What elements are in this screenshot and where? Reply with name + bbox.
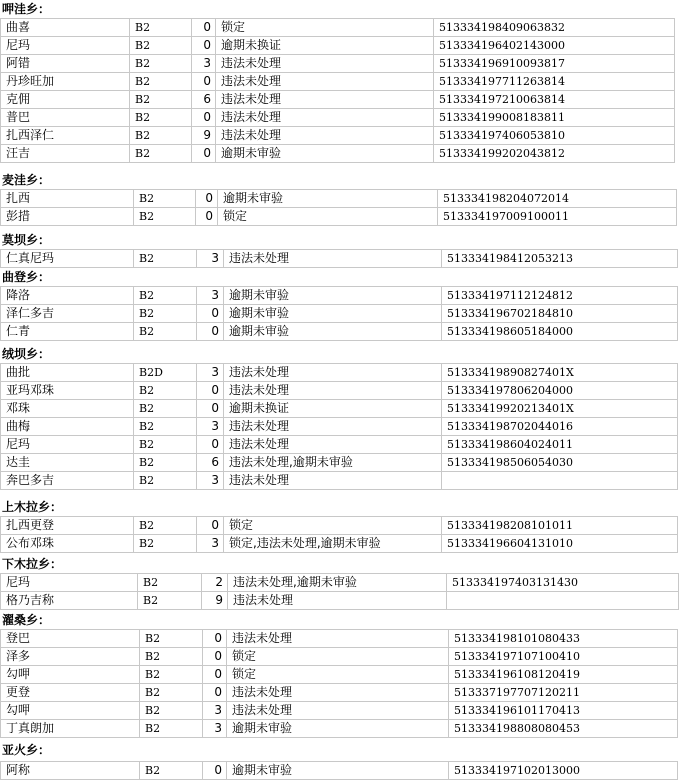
table-row — [1, 418, 678, 436]
id-number-cell: 513334198208101011 — [442, 517, 678, 535]
table-row — [1, 109, 675, 127]
name-cell: 降洛 — [1, 287, 134, 305]
license-class-cell: B2 — [134, 190, 196, 208]
score-cell: 6 — [197, 454, 224, 472]
score-cell: 3 — [197, 287, 224, 305]
record-table — [0, 573, 679, 610]
id-number-cell — [447, 592, 679, 610]
id-number-cell: 513334197102013000 — [449, 762, 678, 780]
license-class-cell: B2 — [134, 535, 197, 553]
table-row — [1, 305, 678, 323]
score-cell: 0 — [192, 19, 216, 37]
id-number-cell: 513334198604024011 — [442, 436, 678, 454]
license-class-cell: B2 — [140, 630, 203, 648]
id-number-cell: 513334197210063814 — [434, 91, 675, 109]
score-cell: 9 — [202, 592, 228, 610]
score-cell: 3 — [192, 55, 216, 73]
license-class-cell: B2 — [130, 19, 192, 37]
score-cell: 3 — [197, 535, 224, 553]
status-cell: 锁定 — [224, 517, 442, 535]
status-cell: 违法未处理 — [224, 436, 442, 454]
status-cell: 违法未处理 — [224, 250, 442, 268]
score-cell: 3 — [203, 720, 227, 738]
status-cell: 违法未处理 — [224, 472, 442, 490]
table-row — [1, 648, 678, 666]
table-row — [1, 37, 675, 55]
table-row — [1, 127, 675, 145]
status-cell: 锁定 — [218, 208, 438, 226]
status-cell: 违法未处理,逾期未审验 — [228, 574, 447, 592]
id-number-cell: 513334196101170413 — [449, 702, 678, 720]
name-cell: 尼玛 — [1, 574, 138, 592]
record-table — [0, 516, 678, 553]
id-number-cell: 513334197009100011 — [438, 208, 677, 226]
name-cell: 克佣 — [1, 91, 130, 109]
name-cell: 尼玛 — [1, 37, 130, 55]
license-class-cell: B2 — [134, 287, 197, 305]
name-cell: 达圭 — [1, 454, 134, 472]
table-row — [1, 702, 678, 720]
license-class-cell: B2 — [134, 418, 197, 436]
table-row — [1, 684, 678, 702]
id-number-cell: 513334197112124812 — [442, 287, 678, 305]
name-cell: 扎西泽仁 — [1, 127, 130, 145]
score-cell: 0 — [203, 648, 227, 666]
status-cell: 违法未处理 — [224, 364, 442, 382]
table-row — [1, 19, 675, 37]
status-cell: 锁定 — [227, 648, 449, 666]
table-row — [1, 517, 678, 535]
name-cell: 登巴 — [1, 630, 140, 648]
score-cell: 0 — [192, 109, 216, 127]
id-number-cell: 513334198808080453 — [449, 720, 678, 738]
status-cell: 违法未处理 — [224, 418, 442, 436]
name-cell: 汪吉 — [1, 145, 130, 163]
id-number-cell: 513334198506054030 — [442, 454, 678, 472]
table-row — [1, 720, 678, 738]
record-table — [0, 189, 677, 226]
license-class-cell: B2 — [140, 666, 203, 684]
table-row — [1, 145, 675, 163]
id-number-cell: 513334197406053810 — [434, 127, 675, 145]
name-cell: 阿称 — [1, 762, 140, 780]
name-cell: 公布邓珠 — [1, 535, 134, 553]
name-cell: 勾呷 — [1, 666, 140, 684]
score-cell: 0 — [203, 630, 227, 648]
score-cell: 9 — [192, 127, 216, 145]
status-cell: 逾期未审验 — [224, 305, 442, 323]
name-cell: 仁真尼玛 — [1, 250, 134, 268]
id-number-cell: 513334196702184810 — [442, 305, 678, 323]
score-cell: 3 — [197, 472, 224, 490]
name-cell: 曲批 — [1, 364, 134, 382]
table-row — [1, 666, 678, 684]
id-number-cell: 513334198702044016 — [442, 418, 678, 436]
status-cell: 违法未处理 — [216, 55, 434, 73]
score-cell: 0 — [197, 382, 224, 400]
status-cell: 逾期未审验 — [227, 720, 449, 738]
license-class-cell: B2 — [134, 454, 197, 472]
status-cell: 违法未处理 — [227, 684, 449, 702]
record-table — [0, 363, 678, 490]
score-cell: 0 — [196, 190, 218, 208]
status-cell: 逾期未审验 — [216, 145, 434, 163]
name-cell: 勾呷 — [1, 702, 140, 720]
township-heading: 呷洼乡： — [2, 2, 51, 16]
table-row — [1, 55, 675, 73]
township-heading: 亚火乡： — [2, 743, 51, 757]
table-row — [1, 535, 678, 553]
table-row — [1, 73, 675, 91]
table-row — [1, 762, 678, 780]
license-class-cell: B2 — [134, 323, 197, 341]
score-cell: 0 — [197, 436, 224, 454]
score-cell: 0 — [192, 37, 216, 55]
status-cell: 逾期未审验 — [227, 762, 449, 780]
score-cell: 0 — [197, 400, 224, 418]
township-heading: 莫坝乡： — [2, 233, 51, 247]
license-class-cell: B2 — [134, 382, 197, 400]
name-cell: 曲梅 — [1, 418, 134, 436]
township-heading: 绒坝乡： — [2, 347, 51, 361]
table-row — [1, 250, 678, 268]
township-heading: 麦洼乡： — [2, 173, 51, 187]
id-number-cell: 513334199008183811 — [434, 109, 675, 127]
table-row — [1, 436, 678, 454]
table-row — [1, 400, 678, 418]
score-cell: 3 — [197, 418, 224, 436]
name-cell: 丁真朗加 — [1, 720, 140, 738]
license-class-cell: B2 — [134, 208, 196, 226]
score-cell: 0 — [203, 684, 227, 702]
table-row — [1, 364, 678, 382]
record-table — [0, 286, 678, 341]
id-number-cell: 51333419920213401X — [442, 400, 678, 418]
license-class-cell: B2 — [134, 517, 197, 535]
status-cell: 锁定 — [227, 666, 449, 684]
id-number-cell: 513334198412053213 — [442, 250, 678, 268]
status-cell: 逾期未审验 — [224, 323, 442, 341]
record-table — [0, 249, 678, 268]
status-cell: 逾期未换证 — [216, 37, 434, 55]
status-cell: 违法未处理 — [228, 592, 447, 610]
score-cell: 0 — [192, 73, 216, 91]
license-class-cell: B2 — [140, 762, 203, 780]
township-heading: 濯桑乡： — [2, 613, 51, 627]
table-row — [1, 592, 679, 610]
license-class-cell: B2 — [130, 91, 192, 109]
license-class-cell: B2 — [130, 55, 192, 73]
name-cell: 曲喜 — [1, 19, 130, 37]
license-class-cell: B2 — [134, 472, 197, 490]
record-table — [0, 629, 678, 738]
table-row — [1, 454, 678, 472]
township-heading: 曲登乡： — [2, 270, 51, 284]
score-cell: 0 — [192, 145, 216, 163]
status-cell: 逾期未审验 — [224, 287, 442, 305]
name-cell: 仁青 — [1, 323, 134, 341]
license-class-cell: B2 — [134, 305, 197, 323]
table-row — [1, 190, 677, 208]
license-class-cell: B2 — [140, 702, 203, 720]
name-cell: 亚玛邓珠 — [1, 382, 134, 400]
record-table — [0, 761, 678, 780]
score-cell: 0 — [197, 517, 224, 535]
status-cell: 锁定 — [216, 19, 434, 37]
status-cell: 逾期未换证 — [224, 400, 442, 418]
table-row — [1, 472, 678, 490]
score-cell: 0 — [197, 323, 224, 341]
name-cell: 扎西更登 — [1, 517, 134, 535]
id-number-cell: 513334199202043812 — [434, 145, 675, 163]
name-cell: 阿错 — [1, 55, 130, 73]
license-class-cell: B2 — [130, 73, 192, 91]
id-number-cell: 513334197806204000 — [442, 382, 678, 400]
score-cell: 3 — [203, 702, 227, 720]
table-row — [1, 287, 678, 305]
score-cell: 3 — [197, 364, 224, 382]
name-cell: 尼玛 — [1, 436, 134, 454]
id-number-cell: 51333419890827401X — [442, 364, 678, 382]
score-cell: 2 — [202, 574, 228, 592]
name-cell: 普巴 — [1, 109, 130, 127]
license-class-cell: B2 — [134, 400, 197, 418]
status-cell: 违法未处理 — [216, 109, 434, 127]
status-cell: 违法未处理 — [216, 73, 434, 91]
license-class-cell: B2 — [130, 127, 192, 145]
status-cell: 逾期未审验 — [218, 190, 438, 208]
township-heading: 下木拉乡： — [2, 557, 63, 571]
table-row — [1, 323, 678, 341]
id-number-cell: 513334197403131430 — [447, 574, 679, 592]
name-cell: 邓珠 — [1, 400, 134, 418]
status-cell: 违法未处理 — [216, 127, 434, 145]
name-cell: 彭措 — [1, 208, 134, 226]
license-class-cell: B2 — [140, 684, 203, 702]
status-cell: 违法未处理 — [224, 382, 442, 400]
status-cell: 违法未处理 — [216, 91, 434, 109]
score-cell: 0 — [203, 762, 227, 780]
id-number-cell: 513337197707120211 — [449, 684, 678, 702]
id-number-cell: 513334198605184000 — [442, 323, 678, 341]
name-cell: 扎西 — [1, 190, 134, 208]
id-number-cell: 513334198204072014 — [438, 190, 677, 208]
id-number-cell: 513334197711263814 — [434, 73, 675, 91]
license-class-cell: B2 — [130, 109, 192, 127]
id-number-cell — [442, 472, 678, 490]
table-row — [1, 382, 678, 400]
table-row — [1, 630, 678, 648]
license-class-cell: B2 — [134, 250, 197, 268]
name-cell: 格乃吉称 — [1, 592, 138, 610]
name-cell: 泽仁多吉 — [1, 305, 134, 323]
score-cell: 6 — [192, 91, 216, 109]
id-number-cell: 513334197107100410 — [449, 648, 678, 666]
id-number-cell: 513334196402143000 — [434, 37, 675, 55]
name-cell: 泽多 — [1, 648, 140, 666]
score-cell: 3 — [197, 250, 224, 268]
score-cell: 0 — [196, 208, 218, 226]
township-heading: 上木拉乡： — [2, 500, 63, 514]
status-cell: 违法未处理 — [227, 702, 449, 720]
license-class-cell: B2 — [130, 145, 192, 163]
license-class-cell: B2 — [138, 574, 202, 592]
license-class-cell: B2 — [140, 648, 203, 666]
table-row — [1, 208, 677, 226]
license-class-cell: B2 — [138, 592, 202, 610]
id-number-cell: 513334196108120419 — [449, 666, 678, 684]
id-number-cell: 513334198409063832 — [434, 19, 675, 37]
record-table — [0, 18, 675, 163]
name-cell: 奔巴多吉 — [1, 472, 134, 490]
license-class-cell: B2 — [134, 436, 197, 454]
status-cell: 违法未处理,逾期未审验 — [224, 454, 442, 472]
id-number-cell: 513334198101080433 — [449, 630, 678, 648]
score-cell: 0 — [197, 305, 224, 323]
id-number-cell: 513334196910093817 — [434, 55, 675, 73]
license-class-cell: B2D — [134, 364, 197, 382]
score-cell: 0 — [203, 666, 227, 684]
table-row — [1, 574, 679, 592]
license-class-cell: B2 — [140, 720, 203, 738]
table-row — [1, 91, 675, 109]
id-number-cell: 513334196604131010 — [442, 535, 678, 553]
name-cell: 丹珍旺加 — [1, 73, 130, 91]
status-cell: 锁定,违法未处理,逾期未审验 — [224, 535, 442, 553]
name-cell: 更登 — [1, 684, 140, 702]
status-cell: 违法未处理 — [227, 630, 449, 648]
license-class-cell: B2 — [130, 37, 192, 55]
